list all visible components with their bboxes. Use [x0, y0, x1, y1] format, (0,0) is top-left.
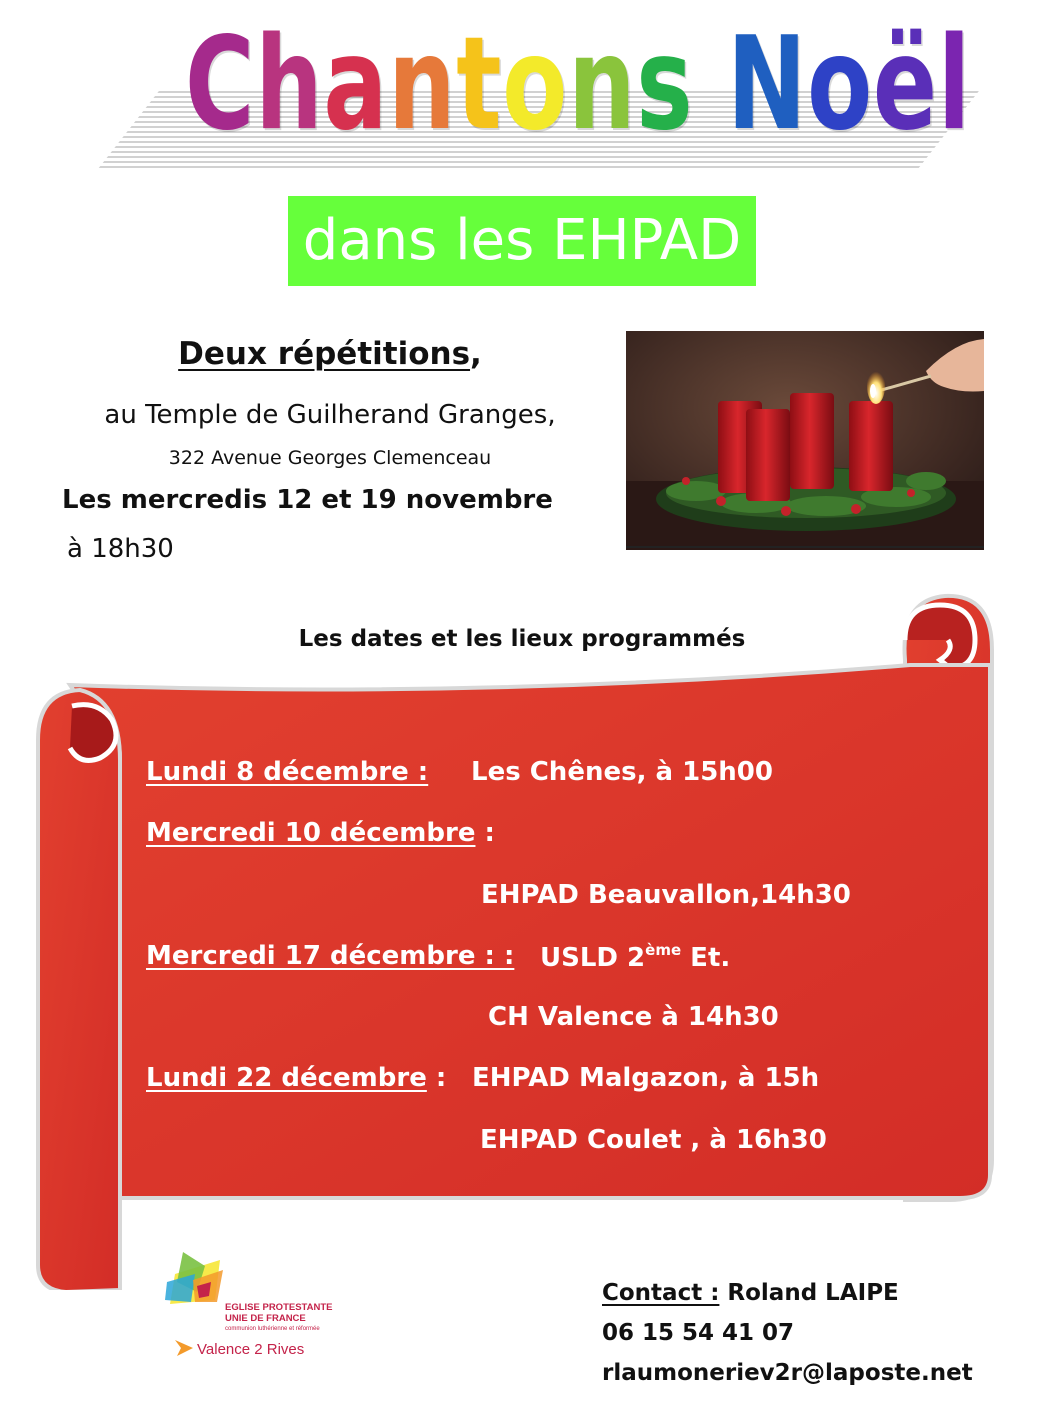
title-letter: C — [185, 10, 256, 159]
logo-line-3: communion luthérienne et réformée — [225, 1326, 320, 1332]
title-letter — [693, 0, 727, 170]
contact-phone: 06 15 54 41 07 — [602, 1320, 795, 1346]
title-letter: n — [568, 10, 637, 159]
title-letter: t — [456, 10, 503, 159]
contact-name: Roland LAIPE — [719, 1280, 899, 1306]
title-letter: n — [388, 10, 457, 159]
title-letter: ë — [872, 10, 938, 159]
title-letter: l — [937, 10, 972, 159]
schedule-date-2-text: Mercredi 10 décembre — [146, 818, 476, 848]
contact-line — [602, 1280, 899, 1306]
schedule-place-2: EHPAD Beauvallon,14h30 — [481, 880, 851, 910]
rehearsal-heading-text: Deux répétitions — [178, 336, 471, 372]
schedule-date-2 — [146, 818, 495, 848]
schedule-date-4 — [146, 1063, 446, 1093]
schedule-place-3-prefix: USLD 2 — [540, 943, 646, 973]
schedule-scroll — [0, 590, 1044, 1290]
contact-email[interactable]: rlaumoneriev2r@laposte.net — [602, 1360, 973, 1386]
schedule-date-4-text: Lundi 22 décembre — [146, 1063, 427, 1093]
rehearsal-time: à 18h30 — [67, 534, 174, 564]
schedule-place-3 — [540, 941, 730, 973]
logo-line-1: EGLISE PROTESTANTE — [225, 1302, 333, 1313]
schedule-date-3 — [146, 941, 514, 971]
title-letter: o — [502, 10, 569, 159]
schedule-place-3-line2: CH Valence à 14h30 — [488, 1002, 779, 1032]
title-letter: N — [727, 10, 808, 159]
title-letter: a — [323, 10, 389, 159]
schedule-date-2-suffix: : — [475, 818, 495, 848]
epudf-logo — [165, 1252, 345, 1364]
schedule-date-3-text: Mercredi 17 décembre : : — [146, 941, 515, 971]
contact-label: Contact : — [602, 1280, 720, 1306]
poster-title — [185, 0, 972, 170]
schedule-heading: Les dates et les lieux programmés — [298, 626, 746, 652]
title-letter: s — [636, 10, 694, 159]
schedule-date-1 — [146, 757, 428, 787]
schedule-place-3-suffix: Et. — [681, 943, 731, 973]
rehearsal-dates: Les mercredis 12 et 19 novembre — [62, 485, 553, 515]
subtitle-banner: dans les EHPAD — [288, 196, 756, 286]
schedule-place-3-sup: ème — [645, 941, 682, 959]
rehearsal-place: au Temple de Guilherand Granges, — [104, 400, 556, 430]
logo-line-2: UNIE DE FRANCE — [225, 1313, 306, 1324]
schedule-place-4-line2: EHPAD Coulet , à 16h30 — [480, 1125, 827, 1155]
rehearsal-heading-comma: , — [470, 336, 482, 372]
schedule-date-4-suffix: : — [426, 1063, 447, 1093]
rehearsal-heading — [0, 336, 660, 372]
schedule-place-1: Les Chênes, à 15h00 — [471, 757, 773, 787]
rehearsal-address: 322 Avenue Georges Clemenceau — [168, 447, 492, 469]
advent-candles-photo — [626, 331, 984, 550]
schedule-date-1-text: Lundi 8 décembre : — [146, 757, 429, 787]
logo-line-4: Valence 2 Rives — [197, 1341, 305, 1358]
title-letter: h — [255, 10, 324, 159]
schedule-place-4: EHPAD Malgazon, à 15h — [472, 1063, 820, 1093]
title-letter: o — [807, 10, 873, 159]
